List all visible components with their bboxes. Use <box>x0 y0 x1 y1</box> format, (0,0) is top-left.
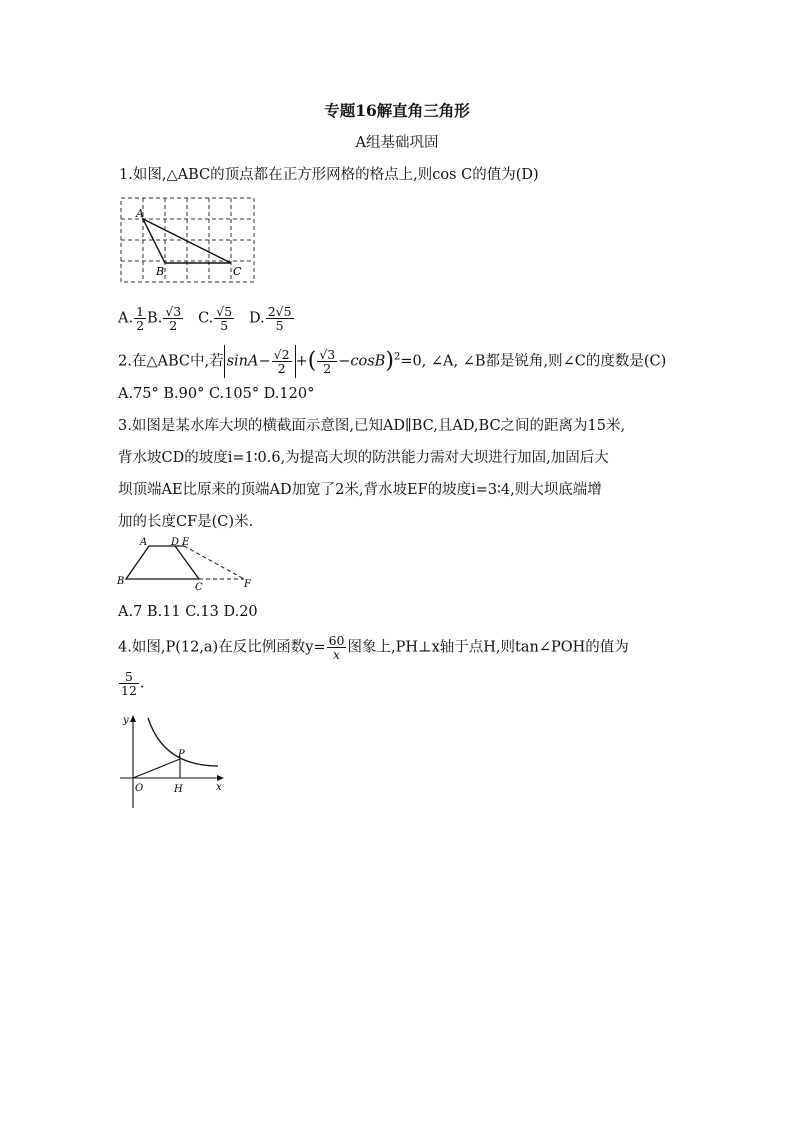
label-b: B <box>156 265 165 278</box>
q4-answer: $\frac{5}{12}$ . <box>121 669 145 698</box>
label-e: E <box>182 537 190 548</box>
q3-line-2: 背水坡CD的坡度i=1∶0.6,为提高大坝的防洪能力需对大坝进行加固,加固后大 <box>118 450 609 466</box>
segment-ef <box>184 546 244 579</box>
label-o: O <box>135 783 144 794</box>
label-d: D <box>171 537 180 548</box>
q3-line-3: 坝顶端AE比原来的顶端AD加宽了2米,背水坡EF的坡度i=3∶4,则大坝底端增 <box>118 482 602 498</box>
label-c: C <box>195 582 203 590</box>
label-c: C <box>233 265 242 278</box>
label-x: x <box>216 782 222 793</box>
q4-post: 图象上,PH⊥x轴于点H,则tan∠POH的值为 <box>347 639 629 656</box>
q3-options: A.7 B.11 C.13 D.20 <box>118 604 258 620</box>
section-heading: A组基础巩固 <box>355 135 439 151</box>
q1-option-a: A. <box>118 310 134 327</box>
label-h: H <box>174 784 183 795</box>
label-f: F <box>244 579 251 590</box>
label-a: A <box>140 537 148 548</box>
frac-sqrt3-half-q2: $\frac{√3}{2}$ <box>319 347 336 376</box>
y-arrow-icon <box>130 715 136 722</box>
frac-sqrt3-half: $\frac{√3}{2}$ <box>165 304 182 333</box>
q3-line-4: 加的长度CF是(C)米. <box>118 514 254 530</box>
q2-post: =0, ∠A, ∠B都是锐角,则∠C的度数是(C) <box>400 353 667 370</box>
q1-grid-figure <box>118 195 260 287</box>
frac-60-over-x: $\frac{60}{x}$ <box>328 633 345 662</box>
q1-option-c: C. <box>198 310 214 327</box>
trapezoid-abcd <box>126 546 199 579</box>
q3-dam-figure <box>116 532 261 590</box>
abs-expression: sinA− $\frac{√2}{2}$ <box>224 345 296 378</box>
q1-option-d: D. <box>249 310 265 327</box>
q4-pre: 4.如图,P(12,a)在反比例函数y= <box>118 639 326 656</box>
frac-5-12: $\frac{5}{12}$ <box>121 669 137 698</box>
frac-one-half: $\frac{1}{2}$ <box>136 304 145 333</box>
q2-options: A.75° B.90° C.105° D.120° <box>118 386 315 402</box>
label-p: P <box>178 749 185 760</box>
q4-stem <box>118 634 629 661</box>
label-b: B <box>117 576 125 587</box>
q2-pre: 2.在△ABC中,若 <box>118 353 224 370</box>
q1-option-b: B. <box>147 310 163 327</box>
q1-stem: 1.如图,△ABC的顶点都在正方形网格的格点上,则cos C的值为(D) <box>119 167 539 183</box>
frac-2sqrt5-fifth: $\frac{2√5}{5}$ <box>267 304 292 333</box>
segment-op <box>133 759 180 778</box>
exponent: 2 <box>393 351 401 363</box>
x-arrow-icon <box>217 775 224 781</box>
q3-line-1: 3.如图是某水库大坝的横截面示意图,已知AD∥BC,且AD,BC之间的距离为15米, <box>118 418 626 434</box>
page-title: 专题16解直角三角形 <box>324 101 470 120</box>
q2-stem: 2.在△ABC中,若 sinA− $\frac{√2}{2}$ +( $\frac{√3}{2}$ −cosB)$^2$=0, ∠A, ∠B都是锐角,则∠C的度数是(C) <box>118 347 667 376</box>
label-y: y <box>123 715 129 726</box>
label-a: A <box>136 207 144 220</box>
q4-graph-figure <box>118 712 228 810</box>
q1-options <box>118 305 295 332</box>
frac-sqrt5-fifth: $\frac{√5}{5}$ <box>216 304 233 333</box>
